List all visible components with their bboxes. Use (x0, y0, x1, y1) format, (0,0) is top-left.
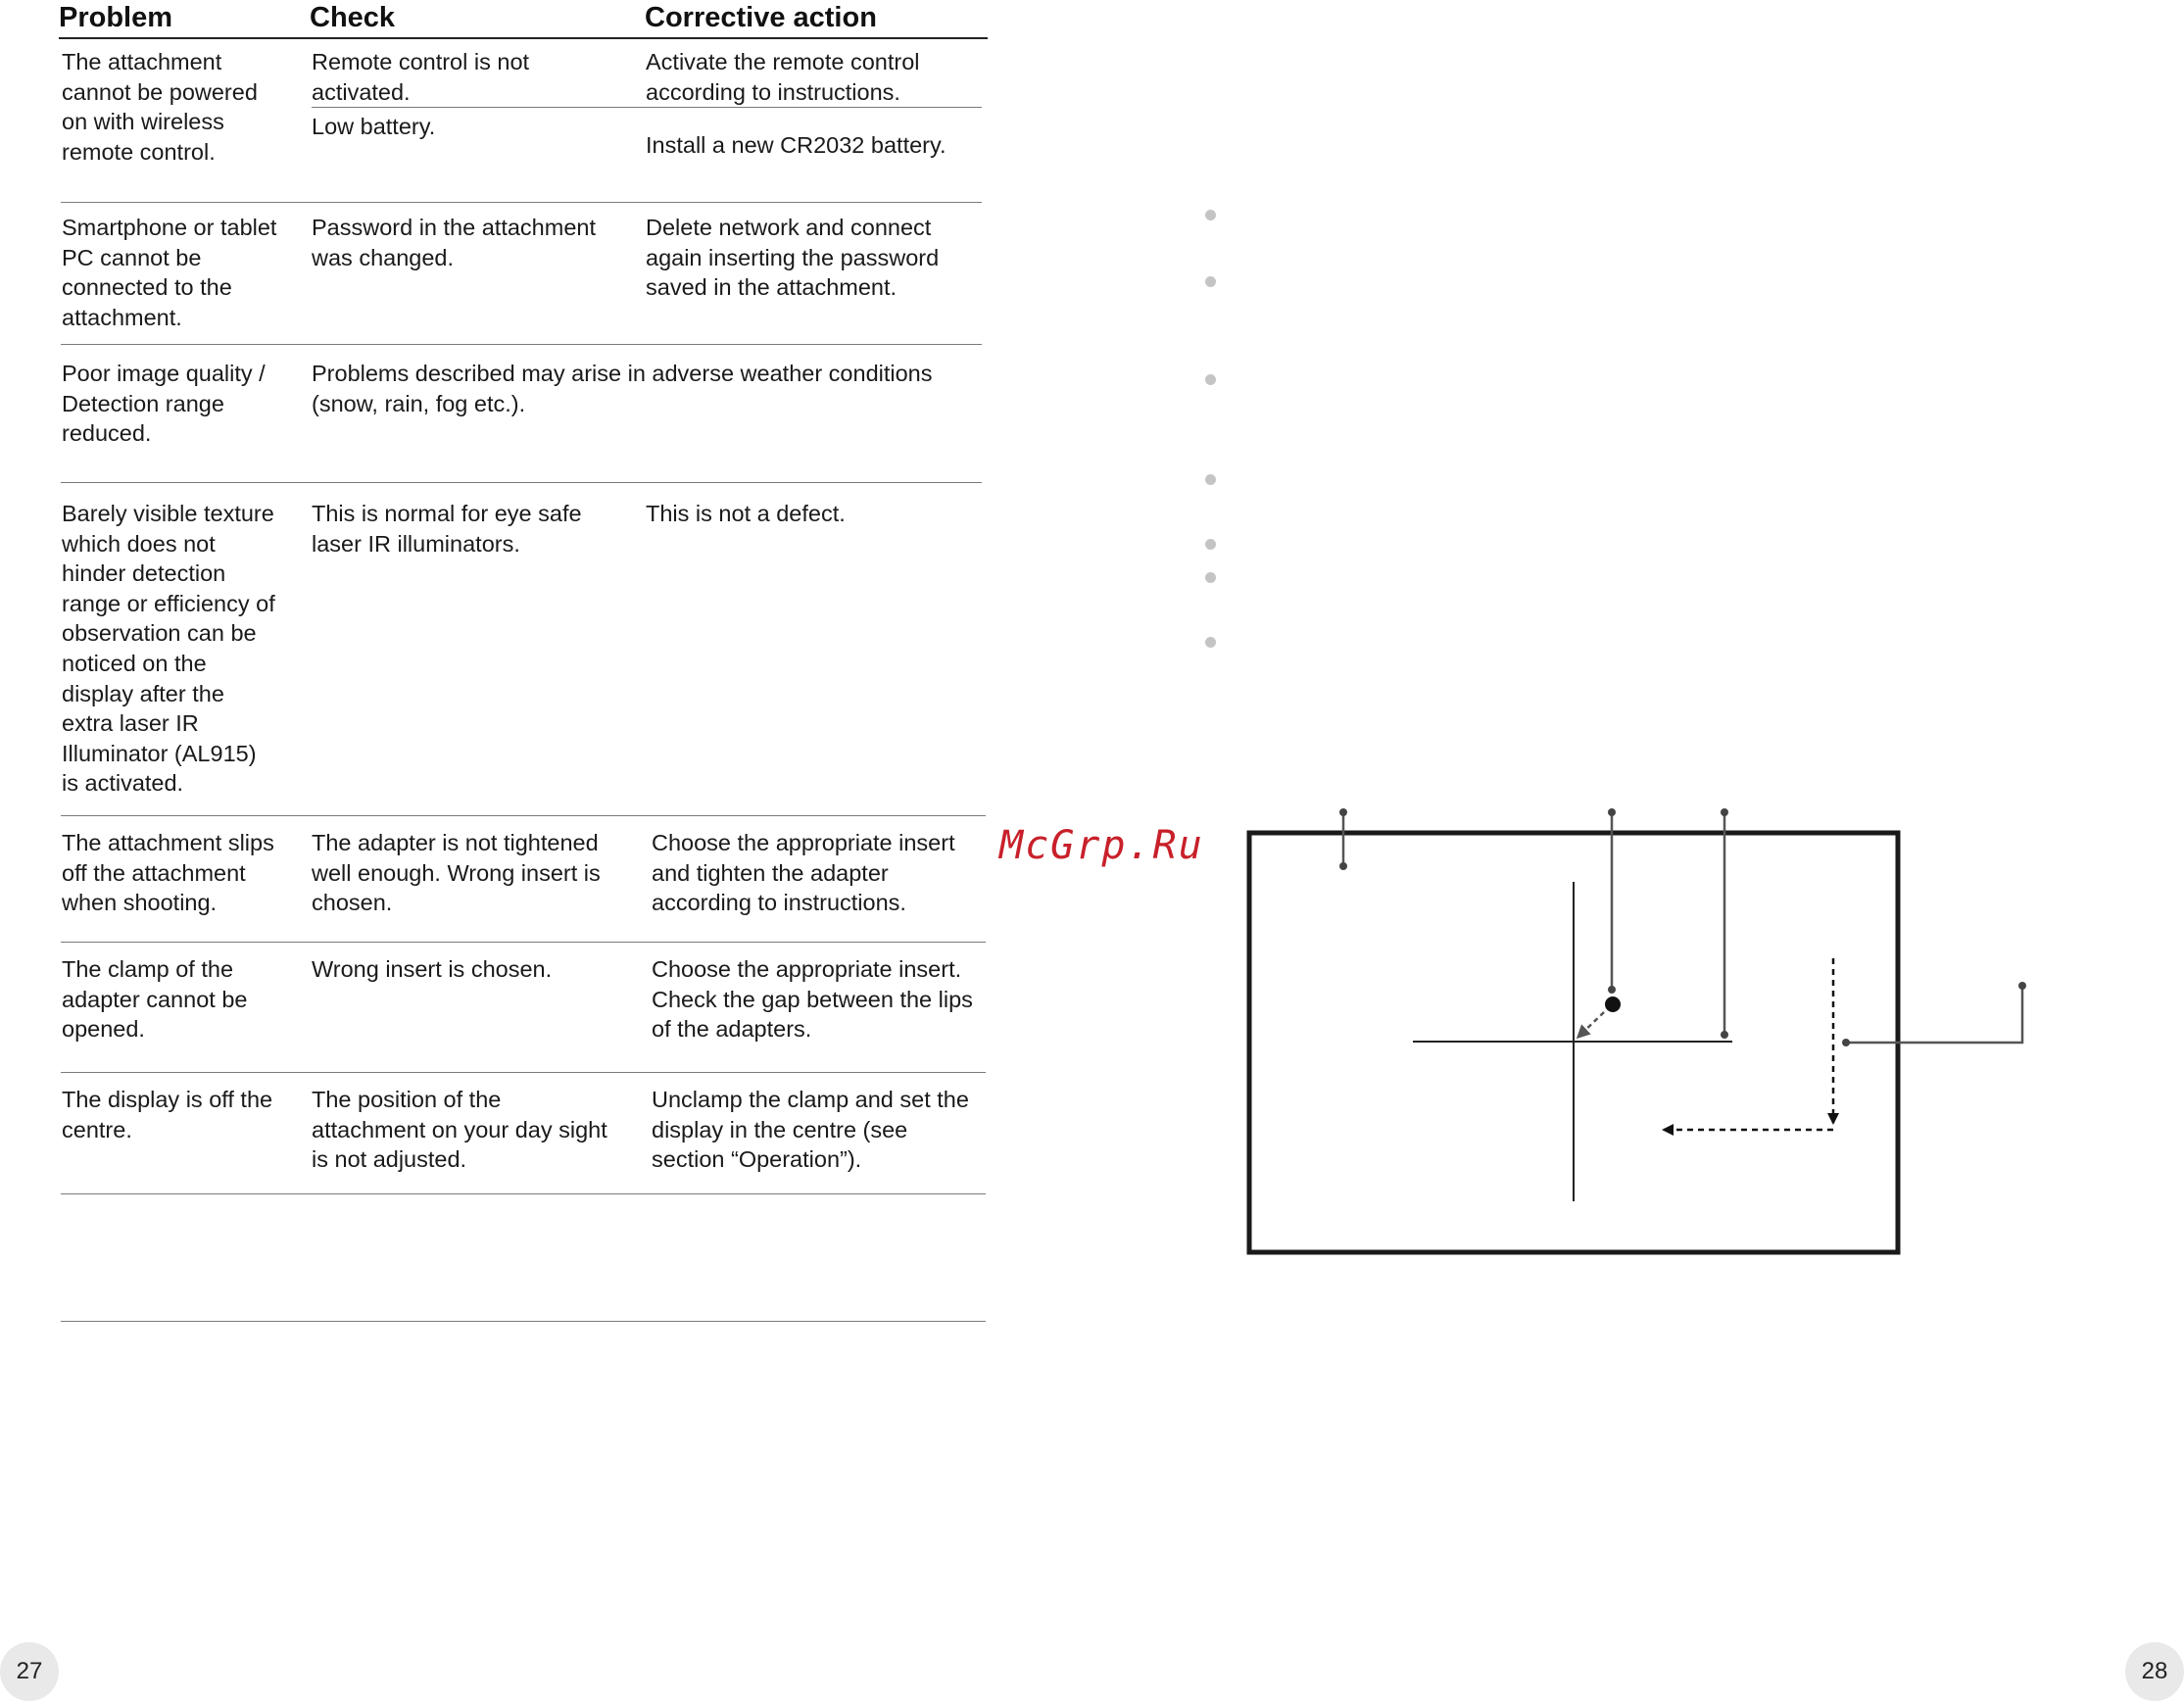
table-cell-action: Delete network and connect again inserting the password saved in the attachment. (646, 215, 940, 301)
table-cell-check: This is normal for eye safe laser IR illuminators. (312, 501, 582, 557)
table-cell-problem: The clamp of the adapter cannot be opened. (62, 956, 248, 1043)
page-number-right: 28 (2125, 1642, 2184, 1701)
table-cell-action: Activate the remote control according to instructions. (646, 49, 920, 105)
callout-dot (1608, 808, 1616, 816)
callout-dot (1842, 1039, 1850, 1046)
table-cell-action: Choose the appropriate insert and tighten the adapter according to instructions. (652, 830, 955, 916)
callout-dot (1339, 862, 1347, 870)
callout-dot (1608, 986, 1616, 994)
table-cell-check: Wrong insert is chosen. (312, 956, 553, 982)
table-cell-problem: Barely visible texture which does not hinder detection range or efficiency of observation can be noticed on the display after the extra laser IR Illuminator (AL915) is activated. (62, 501, 275, 797)
table-cell-problem: The display is off the centre. (62, 1087, 273, 1142)
shift-arrow (1578, 1012, 1604, 1037)
page-number-left: 27 (0, 1642, 59, 1701)
callout-dot (1339, 808, 1347, 816)
aiming-point (1605, 996, 1621, 1012)
table-cell-check: The adapter is not tightened well enough. Wrong insert is chosen. (312, 830, 601, 916)
header-corrective-action: Corrective action (645, 2, 877, 33)
table-cell-check: Low battery. (312, 114, 436, 139)
table-cell-action: Install a new CR2032 battery. (646, 132, 946, 158)
table-cell-problem: The attachment slips off the attachment when shooting. (62, 830, 274, 916)
table-cell-problem: The attachment cannot be powered on with wireless remote control. (62, 49, 258, 165)
callout-dot (1721, 808, 1728, 816)
header-problem: Problem (59, 2, 173, 33)
table-cell-check: Password in the attachment was changed. (312, 215, 596, 270)
watermark: McGrp.Ru (999, 823, 1204, 868)
table-cell-problem: Poor image quality / Detection range reduced. (62, 361, 266, 447)
table-cell-action: This is not a defect. (646, 501, 846, 526)
table-cell-problem: Smartphone or tablet PC cannot be connected to the attachment. (62, 215, 277, 330)
header-check: Check (310, 2, 396, 33)
table-cell-check-action: Problems described may arise in adverse weather conditions (snow, rain, fog etc.). (312, 361, 933, 416)
callout-dot (1721, 1031, 1728, 1039)
table-cell-action: Choose the appropriate insert. Check the gap between the lips of the adapters. (652, 956, 973, 1043)
table-cell-check: The position of the attachment on your day sight is not adjusted. (312, 1087, 607, 1173)
table-cell-action: Unclamp the clamp and set the display in the centre (see section “Operation”). (652, 1087, 969, 1173)
callout-dot (2018, 982, 2026, 990)
table-cell-check: Remote control is not activated. (312, 49, 530, 105)
callout-line (1846, 986, 2022, 1043)
